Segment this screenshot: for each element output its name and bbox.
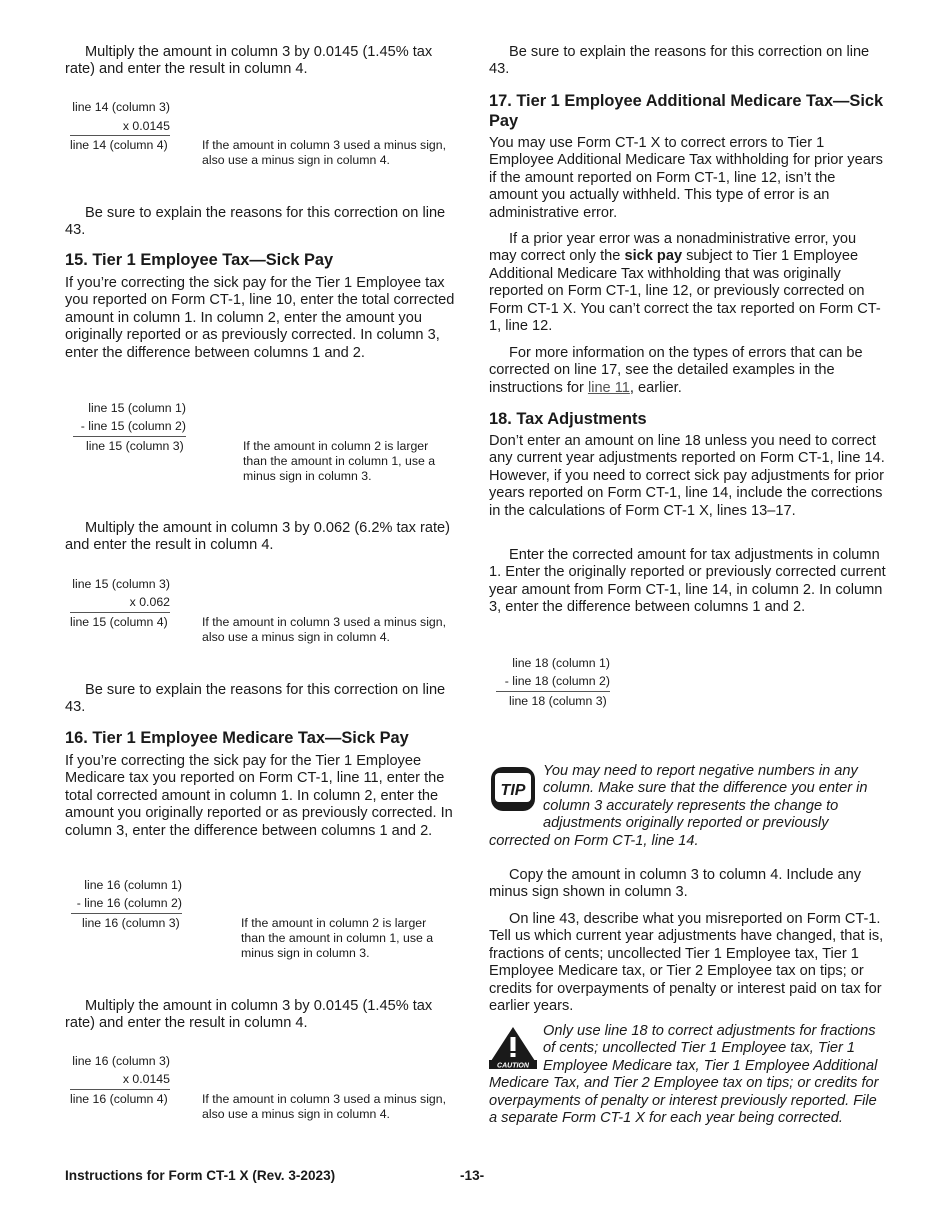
calc-note: If the amount in column 2 is larger than the amount in column 1, use a minus sign in column 3. [243, 439, 436, 483]
calc-line: x 0.062 [129, 595, 170, 609]
calc-line: x 0.0145 [122, 119, 170, 133]
tip-callout [489, 763, 887, 850]
paragraph: Multiply the amount in column 3 by 0.062 (6.2% tax rate) and enter the result in column 4. [65, 520, 451, 554]
paragraph [489, 231, 887, 335]
text-run: For more information on the types of errors that can be corrected on line 17, see the detailed examples in the instructions for [489, 345, 863, 396]
calc-line: line 18 (column 1) [512, 656, 610, 670]
caution-icon [489, 1025, 537, 1074]
paragraph: Multiply the amount in column 3 by 0.0145 (1.45% tax rate) and enter the result in column 4. [65, 44, 433, 78]
section-heading-15: 15. Tier 1 Employee Tax—Sick Pay [65, 251, 334, 269]
calc-note: If the amount in column 3 used a minus sign, also use a minus sign in column 4. [202, 615, 447, 644]
calc-line: line 18 (column 3) [509, 694, 607, 708]
paragraph: Be sure to explain the reasons for this correction on line 43. [489, 44, 870, 78]
calc-line: line 15 (column 1) [88, 401, 186, 415]
calc-line: - line 18 (column 2) [504, 674, 610, 688]
caution-callout [489, 1023, 887, 1127]
calc-line: - line 16 (column 2) [76, 896, 182, 910]
section-heading-17: 17. Tier 1 Employee Additional Medicare Tax—Sick Pay [489, 92, 884, 130]
calc-rule [496, 691, 610, 692]
section-heading-18: 18. Tax Adjustments [489, 410, 647, 428]
calc-rule [70, 135, 170, 136]
calc-line: line 15 (column 3) [86, 439, 184, 453]
caution-icon-label: CAUTION [497, 1062, 529, 1069]
calc-line: line 16 (column 3) [82, 916, 180, 930]
paragraph: Multiply the amount in column 3 by 0.0145 (1.45% tax rate) and enter the result in column 4. [65, 998, 433, 1032]
footer-title: Instructions for Form CT-1 X (Rev. 3-2023) [65, 1168, 336, 1183]
paragraph: Enter the corrected amount for tax adjustments in column 1. Enter the originally reported or previously corrected current year amount from Form CT-1, line 14, in column 2. In column 3, enter the difference between columns 1 and 2. [489, 547, 886, 616]
calc-rule [70, 1089, 170, 1090]
calc-line: line 16 (column 4) [70, 1092, 168, 1106]
calc-note: If the amount in column 2 is larger than the amount in column 1, use a minus sign in column 3. [241, 916, 434, 960]
calc-rule [70, 612, 170, 613]
calc-line: line 16 (column 1) [84, 878, 182, 892]
calc-line: x 0.0145 [122, 1072, 170, 1086]
calc-line: line 16 (column 3) [72, 1054, 170, 1068]
paragraph: If you’re correcting the sick pay for the Tier 1 Employee Medicare tax you reported on Form CT-1, line 11, enter the total corrected amount in column 1. In column 2, enter the amount you originally reported or as previously corrected. In column 3, enter the difference between columns 1 and 2. [65, 753, 453, 839]
text-run: subject to Tier 1 Employee Additional Medicare Tax withholding that was originally reported on Form CT-1, line 12, or previously corrected on Form CT-1 X. You can’t correct the tax reported on Form CT-1, line 12. [489, 248, 881, 335]
page-number: -13- [460, 1168, 485, 1183]
calc-note: If the amount in column 3 used a minus sign, also use a minus sign in column 4. [202, 1092, 447, 1121]
line-11-link[interactable]: line 11 [587, 379, 630, 396]
caution-text: Only use line 18 to correct adjustments for fractions of cents; uncollected Tier 1 Employee tax, Tier 1 Employee Medicare tax, Tier 1 Employee Additional Medicare Tax, and Tier 2 Employee tax on tips; or credits for overpayments of penalty or interest previously reported. File a separate Form CT-1 X for each year being corrected. [489, 1023, 879, 1127]
section-heading-16: 16. Tier 1 Employee Medicare Tax—Sick Pay [65, 729, 409, 747]
paragraph: If you’re correcting the sick pay for the Tier 1 Employee tax you reported on Form CT-1, line 10, enter the total corrected amount in column 1. In column 2, enter the amount you originally reported or as previously corrected. In column 3, enter the difference between columns 1 and 2. [65, 275, 455, 361]
calc-line: - line 15 (column 2) [80, 419, 186, 433]
paragraph: Copy the amount in column 3 to column 4. Include any minus sign shown in column 3. [489, 867, 862, 901]
paragraph: On line 43, describe what you misreported on Form CT-1. Tell us which current year adjustments have changed, that is, fractions of cents; uncollected Tier 1 Employee tax, Tier 1 Employee Medicare tax, or Tier 2 Employee tax on tips; or credits for overpayments of penalty or interest paid on tax for earlier years. [489, 911, 884, 1015]
paragraph [489, 345, 887, 397]
calc-line: line 14 (column 4) [70, 138, 168, 152]
calc-line: line 15 (column 4) [70, 615, 168, 629]
paragraph: You may use Form CT-1 X to correct errors to Tier 1 Employee Additional Medicare Tax withholding for prior years if the amount reported on Form CT-1, line 12, isn’t the amount you actually withheld. This type of error is an administrative error. [489, 135, 883, 221]
calc-line: line 15 (column 3) [72, 577, 170, 591]
text-run: If a prior year error was a nonadministrative error, you may correct only the [489, 231, 857, 265]
tip-text: You may need to report negative numbers in any column. Make sure that the difference you enter in column 3 accurately represents the change to adjustments originally reported or previously corrected on Form CT-1, line 14. [489, 763, 868, 849]
tip-icon [489, 765, 537, 818]
tip-icon-label: TIP [500, 782, 526, 799]
text-run: , earlier. [629, 379, 682, 396]
calc-line: line 14 (column 3) [72, 100, 170, 114]
calc-note: If the amount in column 3 used a minus sign, also use a minus sign in column 4. [202, 138, 447, 167]
paragraph: Be sure to explain the reasons for this correction on line 43. [65, 682, 446, 716]
bold-text: sick pay [624, 248, 683, 265]
calc-rule [73, 436, 186, 437]
calc-rule [71, 913, 182, 914]
paragraph: Be sure to explain the reasons for this correction on line 43. [65, 205, 446, 239]
paragraph: Don’t enter an amount on line 18 unless you need to correct any current year adjustments reported on Form CT-1, line 14. However, if you need to correct sick pay adjustments for prior years reported on Form CT-1, line 14, include the corrections in the calculations of Form CT-1 X, lines 13–17. [489, 433, 885, 519]
